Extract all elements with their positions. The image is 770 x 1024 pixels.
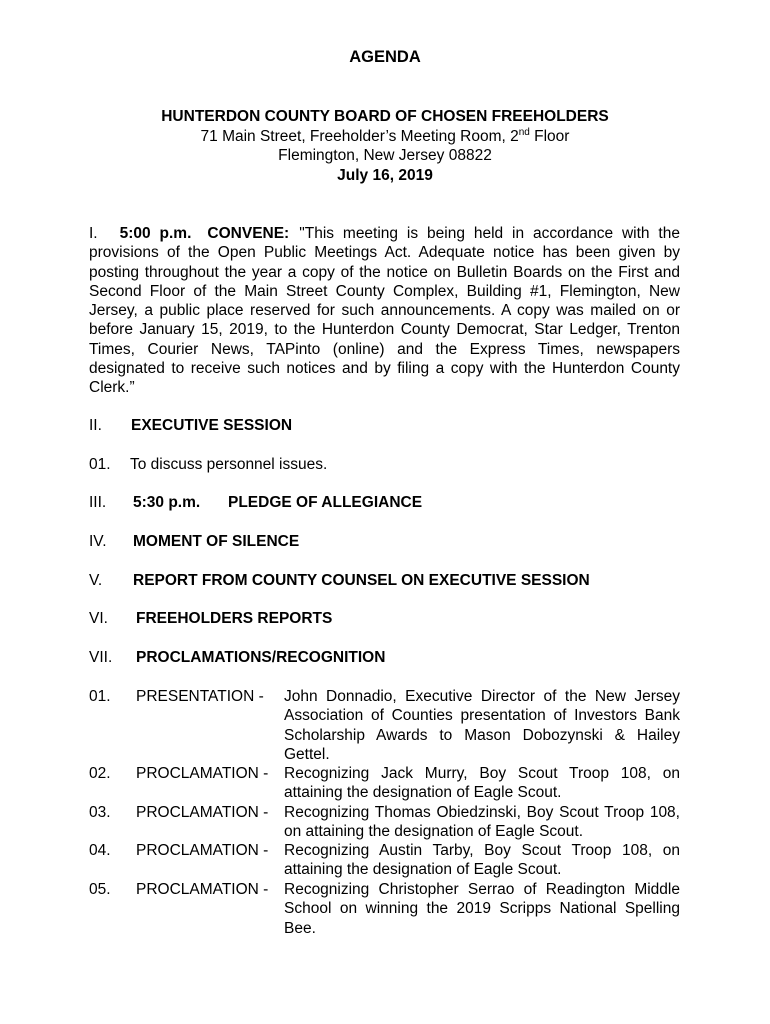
item-type: PROCLAMATION - xyxy=(136,881,269,898)
item-description: Recognizing Austin Tarby, Boy Scout Troop 108, on attaining the designation of Eagle Scout. xyxy=(284,842,680,879)
item-type: PROCLAMATION - xyxy=(136,842,269,859)
address-floor: Floor xyxy=(529,127,570,145)
item-number: 01. xyxy=(89,456,111,473)
item-description: Recognizing Jack Murry, Boy Scout Troop 108, on attaining the designation of Eagle Scout. xyxy=(284,765,680,802)
section-title: PROCLAMATIONS/RECOGNITION xyxy=(136,649,386,666)
section-moment-of-silence xyxy=(89,532,689,552)
section-number: I. xyxy=(89,225,98,242)
section-number: VI. xyxy=(89,610,108,627)
item-number: 03. xyxy=(89,804,111,821)
convene-label: CONVENE: xyxy=(207,225,290,242)
page-title: AGENDA xyxy=(349,48,421,66)
item-description: John Donnadio, Executive Director of the New Jersey Association of Counties presentation of Investors Bank Scholarship Awards to Mason Dobozynski & Hailey Gettel. xyxy=(284,688,680,763)
meeting-date: July 16, 2019 xyxy=(337,166,433,184)
section-county-counsel-report xyxy=(89,571,689,591)
section-number: III. xyxy=(89,494,107,511)
section-freeholders-reports xyxy=(89,609,689,629)
executive-session-item xyxy=(89,455,689,475)
header-block xyxy=(0,107,770,185)
item-number: 02. xyxy=(89,765,111,782)
section-title: REPORT FROM COUNTY COUNSEL ON EXECUTIVE SESSION xyxy=(133,572,590,589)
city-line: Flemington, New Jersey 08822 xyxy=(278,147,492,164)
section-title: PLEDGE OF ALLEGIANCE xyxy=(228,494,423,511)
convene-text: "This meeting is being held in accordance with the provisions of the Open Public Meetings Act. Adequate notice has been given by posting throughout the year a copy of the notice on Bulletin Boards on the First and Second Floor of the Main Street County Complex, Building #1, Flemington, New Jersey, a public place reserved for such announcements. A copy was mailed on or before January 15, 2019, to the Hunterdon County Democrat, Star Ledger, Trenton Times, Courier News, TAPinto (online) and the Express Times, newspapers designated to receive such notices and by filing a copy with the Hunterdon County Clerk.” xyxy=(89,225,680,397)
item-type: PRESENTATION - xyxy=(136,688,264,705)
convene-section xyxy=(89,224,680,398)
section-executive-session xyxy=(89,416,689,436)
item-number: 05. xyxy=(89,881,111,898)
item-number: 04. xyxy=(89,842,111,859)
meeting-address xyxy=(0,127,770,147)
org-name: HUNTERDON COUNTY BOARD OF CHOSEN FREEHOLDERS xyxy=(161,108,609,125)
item-description: Recognizing Christopher Serrao of Readington Middle School on winning the 2019 Scripps National Spelling Bee. xyxy=(284,881,680,937)
section-proclamations xyxy=(89,648,689,668)
section-number: IV. xyxy=(89,533,107,550)
address-text: 71 Main Street, Freeholder’s Meeting Room, 2 xyxy=(200,127,519,145)
address-superscript: nd xyxy=(518,126,530,138)
section-title: MOMENT OF SILENCE xyxy=(133,533,300,550)
section-title: EXECUTIVE SESSION xyxy=(131,417,293,434)
section-number: VII. xyxy=(89,649,113,666)
item-text: To discuss personnel issues. xyxy=(130,456,328,473)
item-description: Recognizing Thomas Obiedzinski, Boy Scout Troop 108, on attaining the designation of Eagle Scout. xyxy=(284,804,680,841)
section-number: V. xyxy=(89,572,103,589)
convene-time: 5:00 p.m. xyxy=(119,225,192,242)
item-type: PROCLAMATION - xyxy=(136,804,269,821)
section-title: FREEHOLDERS REPORTS xyxy=(136,610,333,627)
pledge-time: 5:30 p.m. xyxy=(133,494,201,511)
section-number: II. xyxy=(89,417,102,434)
section-pledge xyxy=(89,493,689,513)
item-type: PROCLAMATION - xyxy=(136,765,269,782)
item-number: 01. xyxy=(89,688,111,705)
